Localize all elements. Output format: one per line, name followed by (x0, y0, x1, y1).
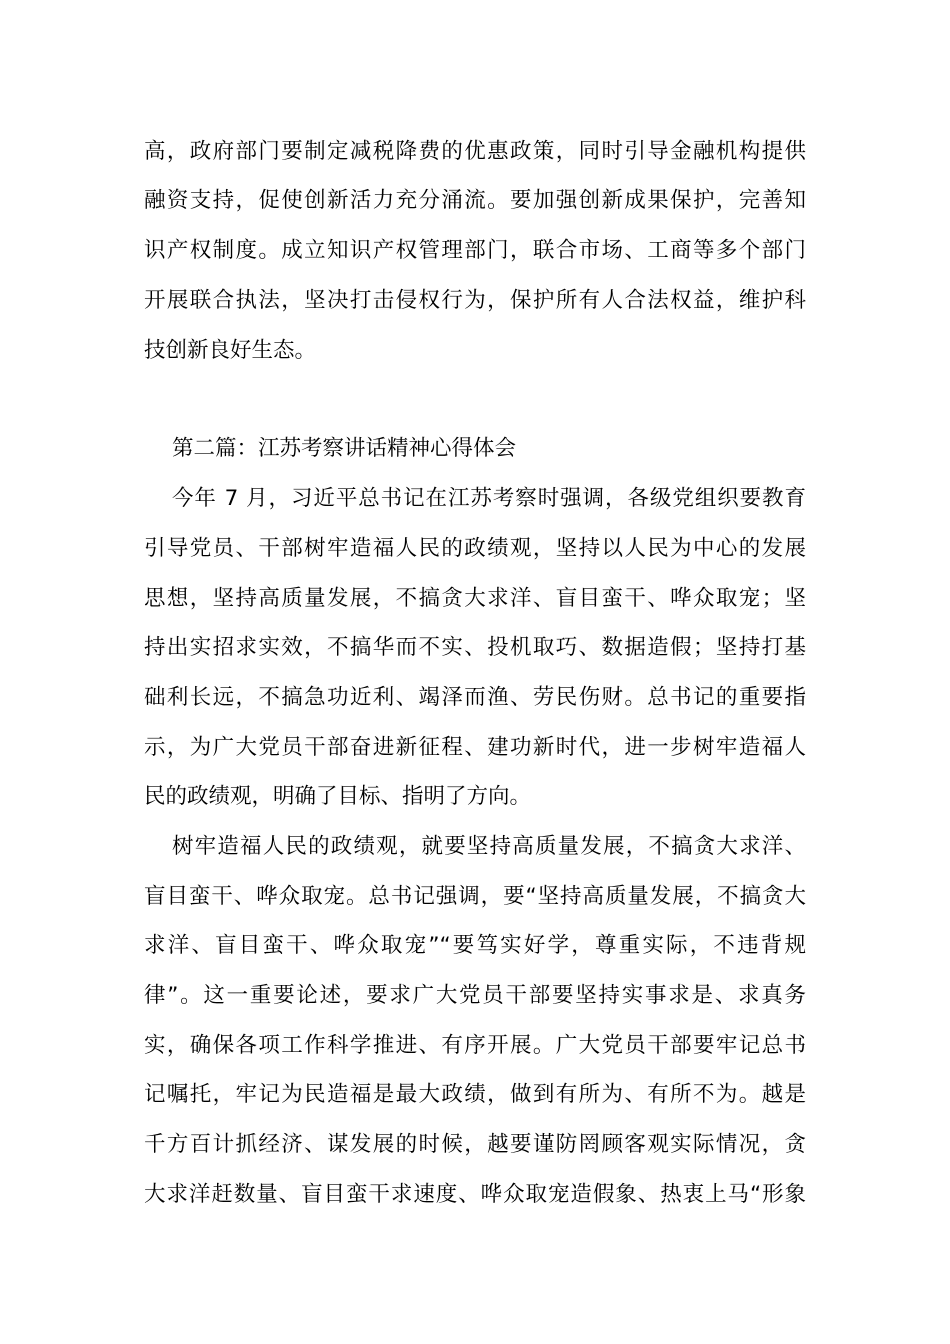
text-line: 技创新良好生态。 (144, 338, 317, 363)
text-line: 记嘱托，牢记为民造福是最大政绩，做到有所为、有所不为。越是 (144, 1082, 806, 1107)
text-line: 示，为广大党员干部奋进新征程、建功新时代，进一步树牢造福人 (144, 735, 806, 760)
text-line: 思想，坚持高质量发展，不搞贪大求洋、盲目蛮干、哗众取宠；坚 (144, 586, 806, 611)
text-line: 实，确保各项工作科学推进、有序开展。广大党员干部要牢记总书 (144, 1033, 806, 1058)
text-line: 识产权制度。成立知识产权管理部门，联合市场、工商等多个部门 (144, 238, 806, 263)
text-line: 树牢造福人民的政绩观，就要坚持高质量发展，不搞贪大求洋、 (172, 834, 806, 859)
text-line: 盲目蛮干、哗众取宠。总书记强调，要“坚持高质量发展，不搞贪大 (144, 884, 806, 909)
text-line: 高，政府部门要制定减税降费的优惠政策，同时引导金融机构提供 (144, 139, 806, 164)
section-heading: 第二篇：江苏考察讲话精神心得体会 (172, 436, 517, 461)
text-line: 民的政绩观，明确了目标、指明了方向。 (144, 784, 532, 809)
text-line: 开展联合执法，坚决打击侵权行为，保护所有人合法权益，维护科 (144, 288, 806, 313)
text-line: 融资支持，促使创新活力充分涌流。要加强创新成果保护，完善知 (144, 188, 806, 213)
text-line: 持出实招求实效，不搞华而不实、投机取巧、数据造假；坚持打基 (144, 635, 806, 660)
text-line: 千方百计抓经济、谋发展的时候，越要谨防罔顾客观实际情况，贪 (144, 1132, 806, 1157)
text-line: 求洋、盲目蛮干、哗众取宠”“要笃实好学，尊重实际，不违背规 (144, 933, 806, 958)
text-line: 律”。这一重要论述，要求广大党员干部要坚持实事求是、求真务 (144, 983, 806, 1008)
text-line: 引导党员、干部树牢造福人民的政绩观，坚持以人民为中心的发展 (144, 536, 806, 561)
text-line: 大求洋赶数量、盲目蛮干求速度、哗众取宠造假象、热衷上马“形象 (144, 1182, 806, 1207)
text-line: 础利长远，不搞急功近利、竭泽而渔、劳民伤财。总书记的重要指 (144, 685, 806, 710)
text-line: 今年 7 月，习近平总书记在江苏考察时强调，各级党组织要教育 (172, 486, 806, 511)
